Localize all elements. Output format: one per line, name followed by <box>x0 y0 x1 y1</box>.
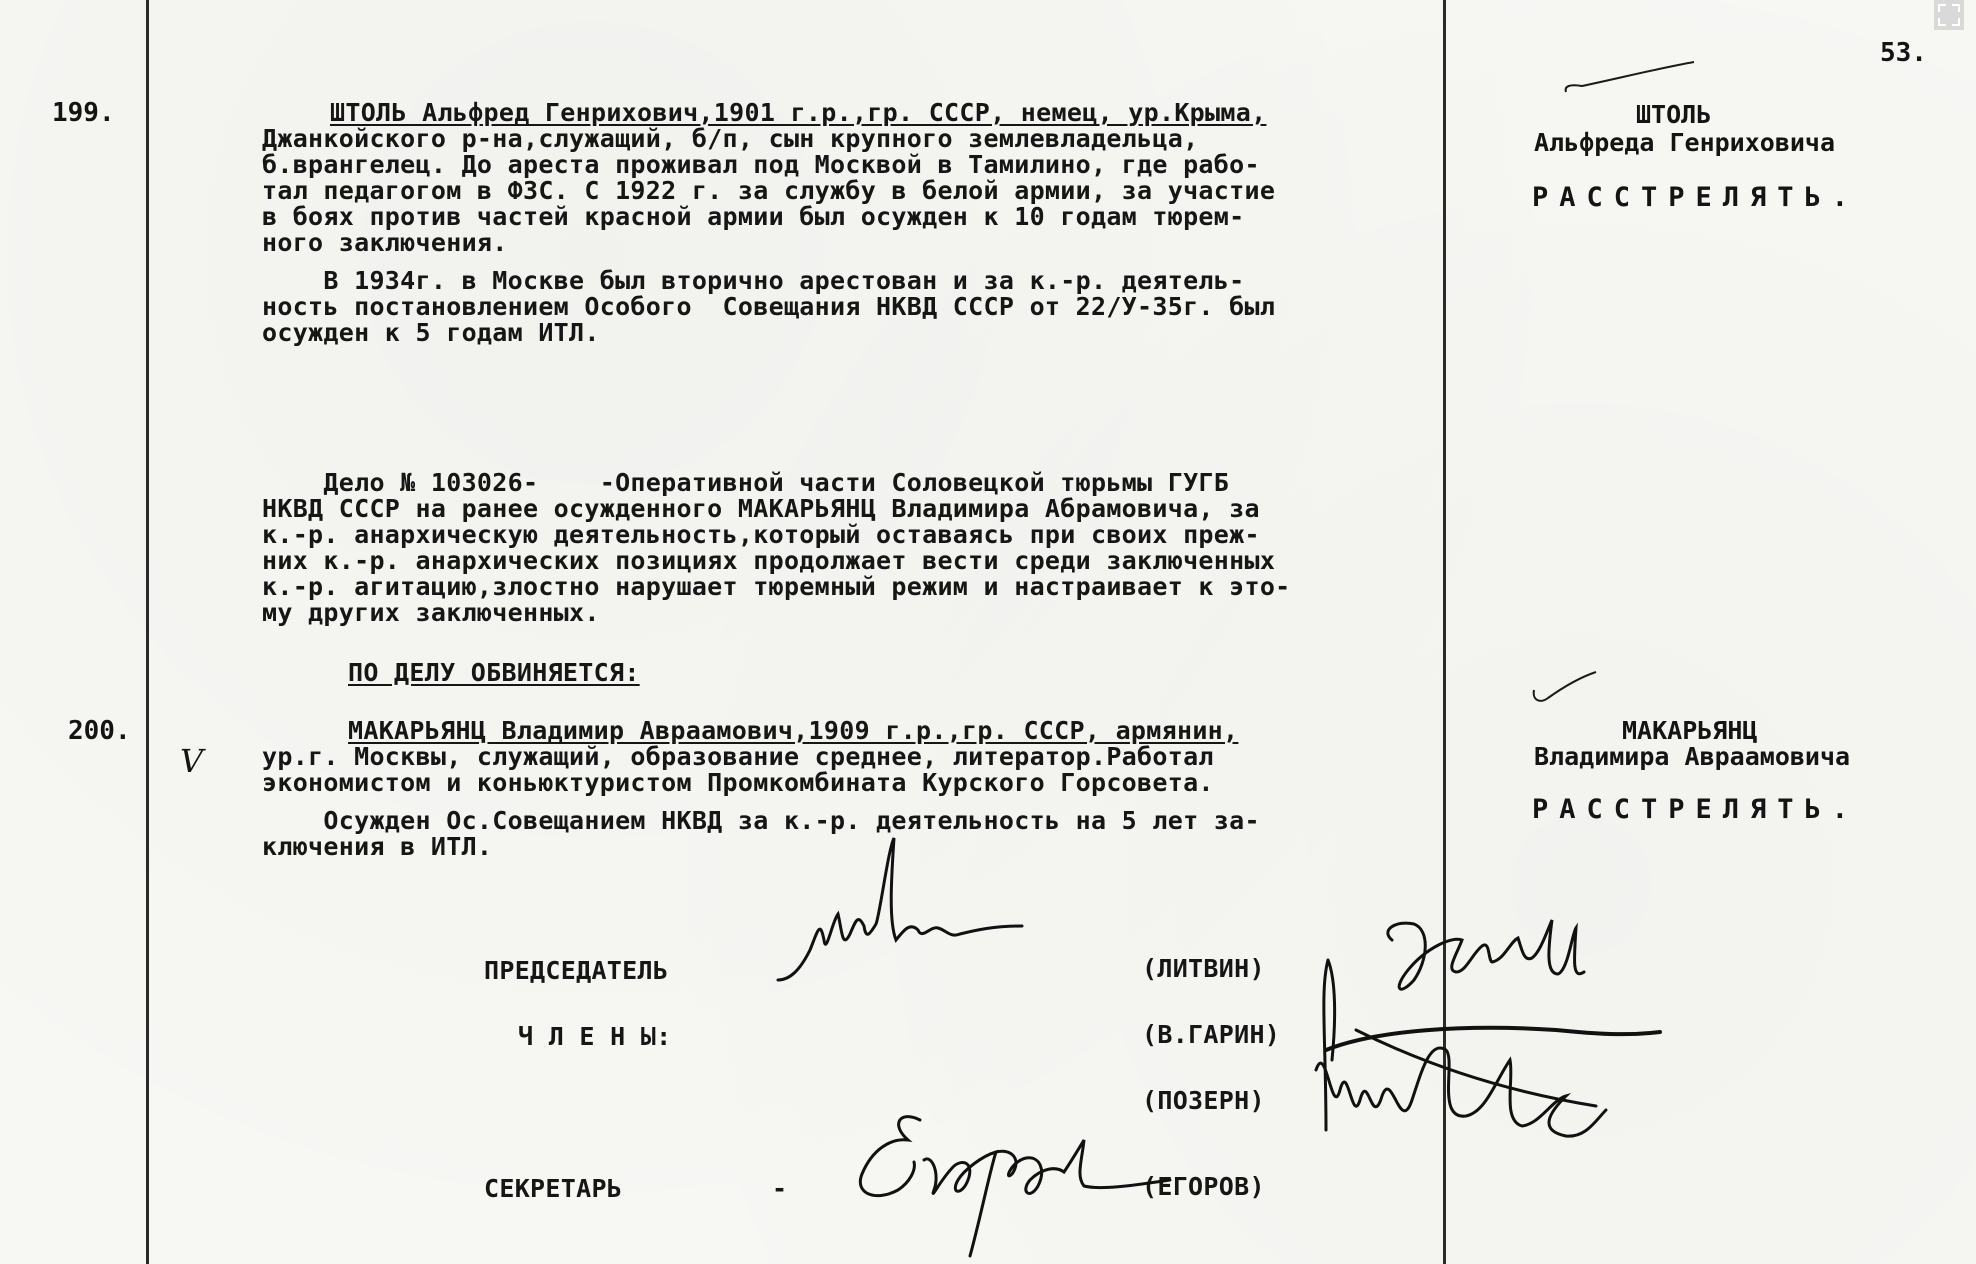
chairman-label: ПРЕДСЕДАТЕЛЬ <box>484 956 669 985</box>
secretary-label: СЕКРЕТАРЬ <box>484 1174 623 1203</box>
members-signatures <box>1296 900 1676 1180</box>
verdict-200-fullname: Владимира Авраамовича <box>1534 742 1851 771</box>
secretary-dash: - <box>772 1174 788 1203</box>
entry-200-line-1: МАКАРЬЯНЦ Владимир Авраамович,1909 г.р.,гр. СССР, армянин, <box>348 716 1239 745</box>
entry-number-199: 199. <box>52 98 115 128</box>
secretary-signature <box>850 1090 1190 1260</box>
entry-199-line-3: б.врангелец. До ареста проживал под Москвой в Тамилино, где рабо- <box>262 150 1260 179</box>
left-margin-line <box>146 0 149 1264</box>
entry-200-line-4: Осужден Ос.Совещанием НКВД за к.-р. деятельность на 5 лет за- <box>262 806 1260 835</box>
checkmark-icon-199 <box>1560 60 1700 100</box>
checkmark-icon-200 <box>1530 670 1600 710</box>
member-1-name: (В.ГАРИН) <box>1142 1020 1281 1049</box>
entry-199-line-1 <box>330 100 1266 125</box>
case-line-1: Дело № 103026- -Оперативной части Соловецкой тюрьмы ГУГБ <box>262 468 1230 497</box>
case-line-2: НКВД СССР на ранее осужденного МАКАРЬЯНЦ Владимира Абрамовича, за <box>262 494 1260 523</box>
verdict-200-name: МАКАРЬЯНЦ <box>1622 716 1758 745</box>
entry-200-line-5: ключения в ИТЛ. <box>262 832 493 861</box>
entry-200-line-2: ур.г. Москвы, служащий, образование среднее, литератор.Работал <box>262 742 1214 771</box>
handwritten-mark: V <box>180 742 204 780</box>
members-label: Ч Л Е Н Ы: <box>518 1022 672 1051</box>
entry-199-line-2: Джанкойского р-на,служащий, б/п, сын крупного землевладельца, <box>262 124 1199 153</box>
charge-heading: ПО ДЕЛУ ОБВИНЯЕТСЯ: <box>348 658 640 687</box>
page-number: 53. <box>1880 38 1927 68</box>
entry-199-line-6: ного заключения. <box>262 228 508 257</box>
chairman-name: (ЛИТВИН) <box>1142 954 1265 983</box>
entry-199-line-8: ность постановлением Особого Совещания НКВД СССР от 22/У-35г. был <box>262 292 1276 321</box>
entry-200-line-3: экономистом и коньюктуристом Промкомбината Курского Горсовета. <box>262 768 1214 797</box>
chairman-signature <box>770 830 1040 990</box>
verdict-199-fullname: Альфреда Генриховича <box>1534 128 1836 157</box>
case-line-5: к.-р. агитацию,злостно нарушает тюремный режим и настраивает к это- <box>262 572 1291 601</box>
expand-icon[interactable] <box>1934 0 1964 30</box>
case-line-4: них к.-р. анархических позициях продолжает вести среди заключенных <box>262 546 1276 575</box>
case-line-6: му других заключенных. <box>262 598 600 627</box>
entry-199-line-9: осужден к 5 годам ИТЛ. <box>262 318 600 347</box>
case-line-3: к.-р. анархическую деятельность,который оставаясь при своих преж- <box>262 520 1260 549</box>
entry-199-line-7: В 1934г. в Москве был вторично арестован и за к.-р. деятель- <box>262 266 1245 295</box>
entry-199-line-5: в боях против частей красной армии был осужден к 10 годам тюрем- <box>262 202 1245 231</box>
name-underlined: ШТОЛЬ Альфред Генрихович,1901 г.р.,гр. СССР, немец, ур.Крыма, <box>330 98 1267 127</box>
member-2-name: (ПОЗЕРН) <box>1142 1086 1265 1115</box>
verdict-200: РАССТРЕЛЯТЬ. <box>1532 794 1860 825</box>
verdict-199-name: ШТОЛЬ <box>1636 100 1712 129</box>
secretary-name: (ЕГОРОВ) <box>1142 1172 1265 1201</box>
verdict-199: РАССТРЕЛЯТЬ. <box>1532 182 1860 213</box>
entry-199-line-4: тал педагогом в ФЗС. С 1922 г. за службу в белой армии, за участие <box>262 176 1276 205</box>
entry-number-200: 200. <box>68 716 131 746</box>
